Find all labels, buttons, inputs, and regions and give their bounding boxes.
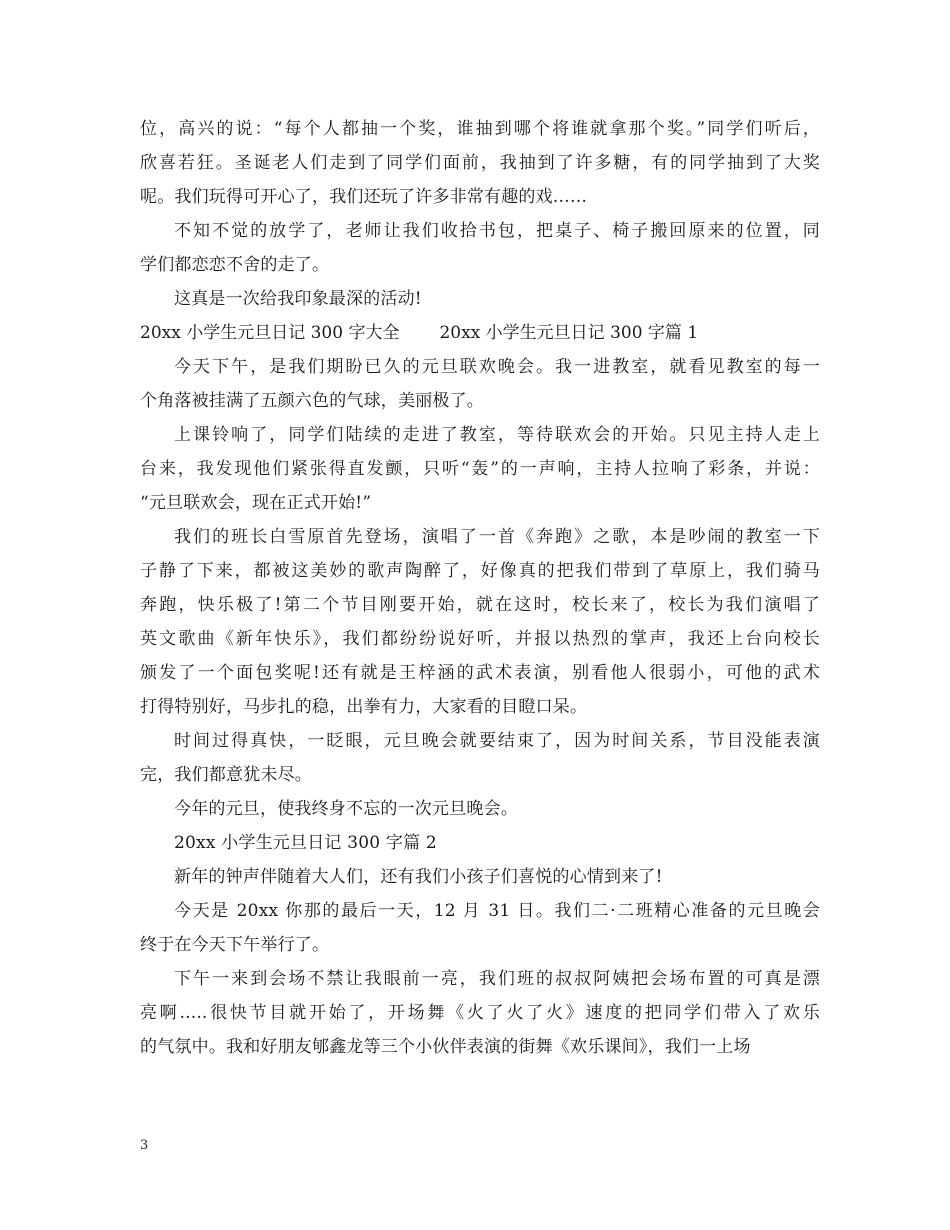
paragraph-line: 个角落被挂满了五颜六色的气球，美丽极了。 bbox=[140, 391, 484, 411]
document-body bbox=[140, 112, 820, 1064]
paragraph-line: 终于在今天下午举行了。 bbox=[140, 935, 330, 955]
paragraph-line: 这真是一次给我印象最深的活动! bbox=[174, 289, 422, 309]
paragraph-line: 20xx 小学生元旦日记 300 字篇 2 bbox=[174, 833, 437, 853]
paragraph-line: 奔跑，快乐极了!第二个节目刚要开始，就在这时，校长来了，校长为我们演唱了 bbox=[140, 595, 820, 615]
paragraph-line: 今天下午，是我们期盼已久的元旦联欢晚会。我一进教室，就看见教室的每一 bbox=[174, 357, 820, 377]
section-heading-left: 20xx 小学生元旦日记 300 字大全 bbox=[140, 323, 400, 343]
paragraph-line: “元旦联欢会，现在正式开始!” bbox=[140, 493, 372, 513]
paragraph-line: 英文歌曲《新年快乐》，我们都纷纷说好听，并报以热烈的掌声，我还上台向校长 bbox=[140, 629, 820, 649]
paragraph-line: 新年的钟声伴随着大人们，还有我们小孩子们喜悦的心情到来了! bbox=[174, 867, 663, 887]
paragraph-line: 不知不觉的放学了，老师让我们收拾书包，把桌子、椅子搬回原来的位置，同 bbox=[174, 221, 820, 241]
paragraph-line: 我们的班长白雪原首先登场，演唱了一首《奔跑》之歌，本是吵闹的教室一下 bbox=[174, 527, 820, 547]
paragraph-line: 完，我们都意犹未尽。 bbox=[140, 765, 312, 785]
section-heading bbox=[140, 316, 820, 350]
paragraph-line: 下午一来到会场不禁让我眼前一亮，我们班的叔叔阿姨把会场布置的可真是漂 bbox=[174, 969, 820, 989]
paragraph-line: 欣喜若狂。圣诞老人们走到了同学们面前，我抽到了许多糖，有的同学抽到了大奖 bbox=[140, 153, 820, 173]
paragraph-line: 学们都恋恋不舍的走了。 bbox=[140, 255, 330, 275]
paragraph-line: 呢。我们玩得可开心了，我们还玩了许多非常有趣的戏…… bbox=[140, 187, 588, 207]
paragraph-line: 今年的元旦，使我终身不忘的一次元旦晚会。 bbox=[174, 799, 518, 819]
paragraph-line: 颁发了一个面包奖呢!还有就是王梓涵的武术表演，别看他人很弱小，可他的武术 bbox=[140, 663, 820, 683]
paragraph-line: 时间过得真快，一眨眼，元旦晚会就要结束了，因为时间关系，节目没能表演 bbox=[174, 731, 820, 751]
paragraph-line: 台来，我发现他们紧张得直发颤，只听“轰”的一声响，主持人拉响了彩条，并说： bbox=[140, 459, 820, 479]
paragraph-line: 上课铃响了，同学们陆续的走进了教室，等待联欢会的开始。只见主持人走上 bbox=[174, 425, 820, 445]
page-number: 3 bbox=[140, 1138, 149, 1153]
section-heading-right: 20xx 小学生元旦日记 300 字篇 1 bbox=[439, 323, 699, 343]
paragraph-line: 今天是 20xx 你那的最后一天，12 月 31 日。我们二·二班精心准备的元旦晚会 bbox=[174, 901, 820, 921]
paragraph-line: 位，高兴的说：“每个人都抽一个奖，谁抽到哪个将谁就拿那个奖。”同学们听后， bbox=[140, 119, 820, 139]
paragraph-line: 打得特别好，马步扎的稳，出拳有力，大家看的目瞪口呆。 bbox=[140, 697, 588, 717]
paragraph-line: 子静了下来，都被这美妙的歌声陶醉了，好像真的把我们带到了草原上，我们骑马 bbox=[140, 561, 820, 581]
paragraph-line: 亮啊.....很快节目就开始了，开场舞《火了火了火》速度的把同学们带入了欢乐 bbox=[140, 1003, 820, 1023]
paragraph-line: 的气氛中。我和好朋友郇鑫龙等三个小伙伴表演的街舞《欢乐课间》，我们一上场 bbox=[140, 1037, 751, 1057]
